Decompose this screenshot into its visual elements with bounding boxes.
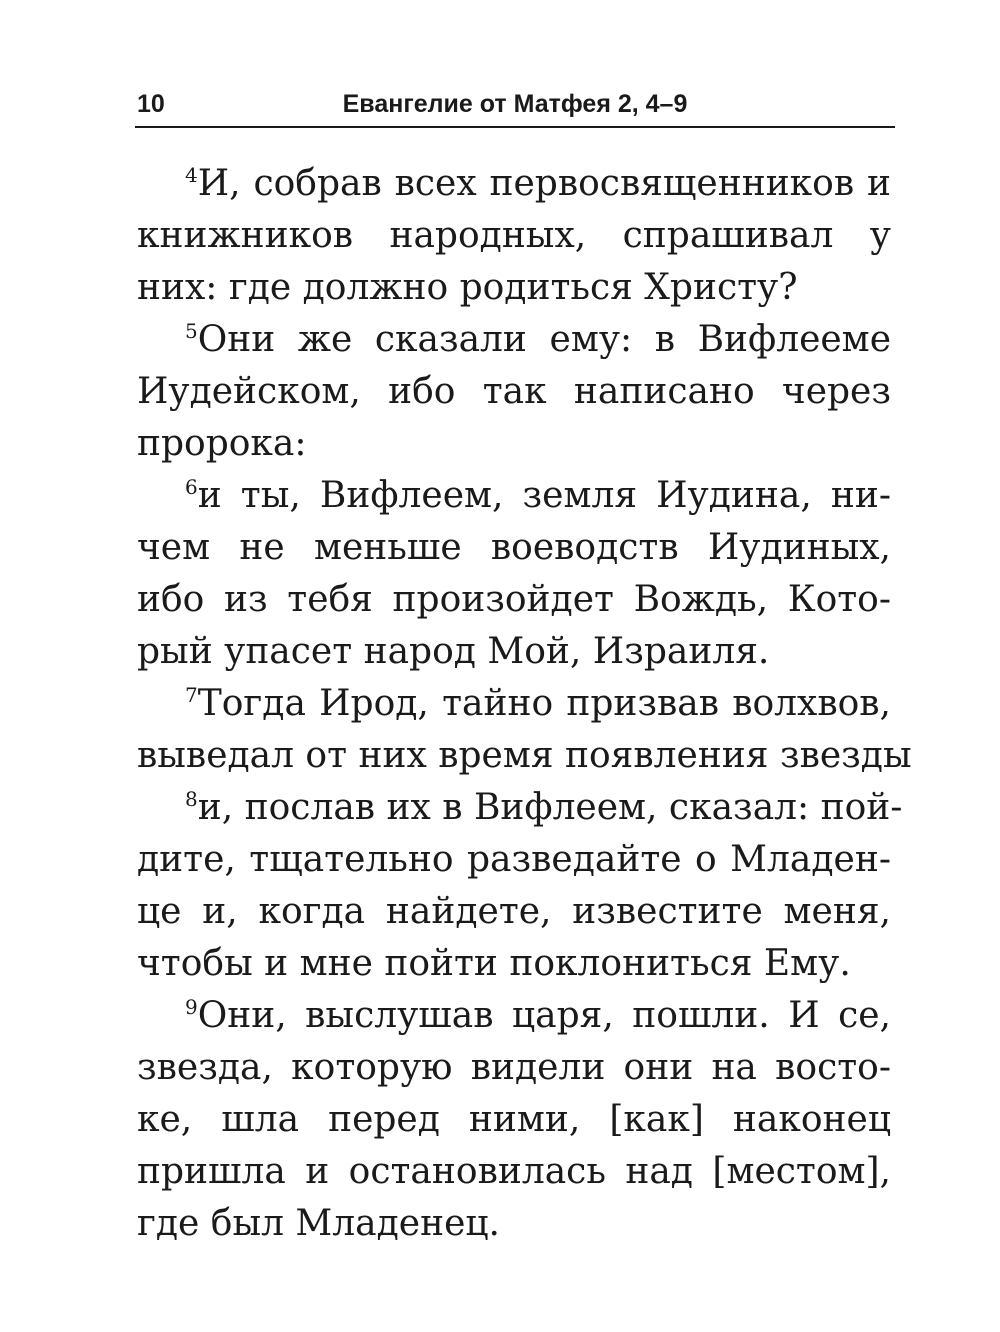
verse-line-text: выведал от них время появления звезды bbox=[137, 735, 912, 776]
page-number: 10 bbox=[137, 90, 165, 118]
verse-line bbox=[137, 418, 891, 470]
verse-line bbox=[137, 210, 891, 262]
verse-line bbox=[137, 1198, 891, 1250]
verse-line bbox=[137, 782, 903, 834]
verse-line-text: чем не меньше воеводств Иудиных, bbox=[137, 527, 891, 568]
verse-number: 9 bbox=[185, 995, 198, 1019]
running-title: Евангелие от Матфея 2, 4–9 bbox=[342, 90, 688, 118]
verse-line-text: пришла и остановилась над [местом], bbox=[137, 1151, 891, 1192]
verse-line-text: Иудейском, ибо так написано через bbox=[137, 371, 891, 412]
verse-9 bbox=[137, 990, 891, 1250]
verse-line bbox=[137, 574, 891, 626]
verse-line-text: и ты, Вифлеем, земля Иудина, ни- bbox=[197, 475, 891, 516]
verse-number: 5 bbox=[185, 319, 198, 343]
verse-line-text: и, послав их в Вифлеем, сказал: пой- bbox=[197, 787, 903, 828]
verse-line-text: пророка: bbox=[137, 423, 307, 464]
verse-line bbox=[137, 314, 891, 366]
verse-line bbox=[137, 158, 891, 210]
verse-line bbox=[137, 678, 891, 730]
verse-line-text: чтобы и мне пойти поклониться Ему. bbox=[137, 943, 851, 984]
verse-line bbox=[137, 626, 891, 678]
verse-line bbox=[137, 886, 891, 938]
verse-line bbox=[137, 938, 891, 990]
verse-line-text: це и, когда найдете, известите меня, bbox=[137, 891, 891, 932]
verse-number: 7 bbox=[185, 683, 198, 707]
page-header bbox=[135, 88, 895, 128]
verse-7 bbox=[137, 678, 912, 782]
verse-5 bbox=[137, 314, 891, 470]
verse-line bbox=[137, 262, 891, 314]
verse-line-text: ке, шла перед ними, [как] наконец bbox=[137, 1099, 891, 1140]
verse-line-text: И, собрав всех первосвященников и bbox=[197, 163, 891, 204]
verse-line bbox=[137, 990, 891, 1042]
verse-number: 6 bbox=[185, 475, 198, 499]
verse-8 bbox=[137, 782, 903, 990]
verse-line-text: рый упасет народ Мой, Израиля. bbox=[137, 631, 770, 672]
verse-number: 8 bbox=[185, 787, 198, 811]
verse-text-body bbox=[137, 158, 912, 1250]
verse-line-text: Они же сказали ему: в Вифлееме bbox=[197, 319, 891, 360]
verse-line bbox=[137, 1042, 891, 1094]
verse-line bbox=[137, 1146, 891, 1198]
verse-line bbox=[137, 522, 891, 574]
verse-4 bbox=[137, 158, 891, 314]
verse-line bbox=[137, 366, 891, 418]
verse-line-text: дите, тщательно разведайте о Младен- bbox=[137, 839, 891, 880]
verse-line-text: книжников народных, спрашивал у bbox=[137, 215, 891, 256]
verse-line-text: Тогда Ирод, тайно призвав волхвов, bbox=[197, 683, 891, 724]
verse-line-text: звезда, которую видели они на восто- bbox=[137, 1047, 891, 1088]
verse-number: 4 bbox=[185, 163, 198, 187]
verse-line bbox=[137, 834, 891, 886]
verse-line bbox=[137, 1094, 891, 1146]
verse-line-text: них: где должно родиться Христу? bbox=[137, 267, 798, 308]
verse-6 bbox=[137, 470, 891, 678]
verse-line-text: ибо из тебя произойдет Вождь, Кото- bbox=[137, 579, 891, 620]
verse-line-text: Они, выслушав царя, пошли. И се, bbox=[197, 995, 891, 1036]
verse-line bbox=[137, 730, 912, 782]
verse-line-text: где был Младенец. bbox=[137, 1203, 500, 1244]
verse-line bbox=[137, 470, 891, 522]
